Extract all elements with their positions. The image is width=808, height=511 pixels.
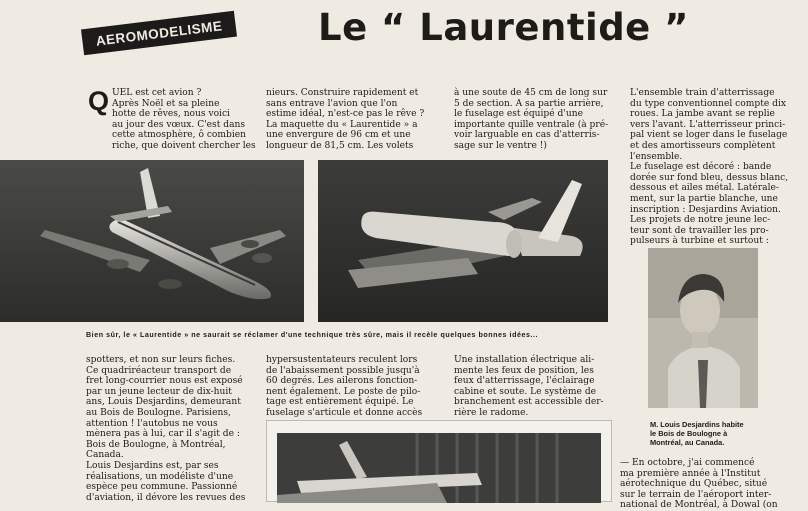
column-4-top: L'ensemble train d'atterrissage du type conventionnel compte dix roues. La jambe avant se replie vers l'avant. L'atterrisseur princi- pal vient se loger dans le fuselage et des amortisseurs complètent l'ensemble. Le fuselage est décoré : bande dorée sur fond bleu, dessus blanc, dessous et ailes métal. Latérale- ment, sur la partie blanche, une inscription : Desjardins Aviation. Les projets de notre jeune lec- teur sont de travailler les pro- pulseurs à turbine et surtout : bbox=[630, 88, 789, 247]
drop-cap: Q bbox=[88, 86, 110, 116]
column-1-bottom: spotters, et non sur leurs fiches. Ce quadriréacteur transport de fret long-courrier nous est exposé par un jeune lecteur de dix-huit ans, Louis Desjardins, demeurant au Bois de Boulogne. Parisiens, attention ! l'autobus ne vous mènera pas à lui, car il s'agit de : Bois de Boulogne, à Montréal, Canada. Louis Desjardins est, par ses réalisations, un modéliste d'une espèce peu commune. Passionné d'aviation, il dévore les revues des bbox=[86, 355, 246, 503]
airplane-model-photo-left bbox=[0, 160, 304, 322]
column-1-top: UEL est cet avion ? Après Noël et sa pleine hotte de rêves, nous voici au jour des vœux. C'est dans cette atmosphère, ô combien riche, que doivent chercher les bbox=[112, 88, 256, 151]
column-2-top: nieurs. Construire rapidement et sans entrave l'avion que l'on estime idéal, n'est-ce pas le rêve ? La maquette du « Laurentide » a une envergure de 96 cm et une longueur de 81,5 cm. Les volets bbox=[266, 88, 425, 151]
airplane-photo-bottom bbox=[277, 433, 601, 503]
photo-caption: Bien sûr, le « Laurentide » ne saurait se réclamer d'une technique très sûre, mais il recèle quelques bonnes idées... bbox=[86, 331, 539, 339]
portrait-photo bbox=[648, 248, 758, 408]
portrait-caption: M. Louis Desjardins habite le Bois de Boulogne à Montréal, au Canada. bbox=[650, 420, 744, 448]
airplane-model-photo-right bbox=[318, 160, 608, 322]
column-3-top: à une soute de 45 cm de long sur 5 de section. A sa partie arrière, le fuselage est équipé d'une importante quille ventrale (à pré- voir larguable en cas d'atterris- sage sur le ventre !) bbox=[454, 88, 609, 151]
column-2-bottom: hypersustentateurs reculent lors de l'abaissement possible jusqu'à 60 degrés. Les ailerons fonction- nent également. Le poste de pilo- tage est entièrement équipé. Le fuselage s'articule et donne accès bbox=[266, 355, 423, 418]
section-tag: AEROMODELISME bbox=[81, 11, 237, 56]
article-title: Le “ Laurentide ” bbox=[318, 6, 689, 49]
airplane-photo-bottom-frame bbox=[266, 420, 612, 502]
column-4-bottom: — En octobre, j'ai commencé ma première année à l'Institut aérotechnique du Québec, situé sur le terrain de l'aéroport inter- national de Montréal, à Dowal (on bbox=[620, 458, 778, 511]
column-3-bottom: Une installation électrique ali- mente les feux de position, les feux d'atterrissage, l'éclairage cabine et soute. Le système de branchement est accessible der- rière le radome. bbox=[454, 355, 604, 418]
